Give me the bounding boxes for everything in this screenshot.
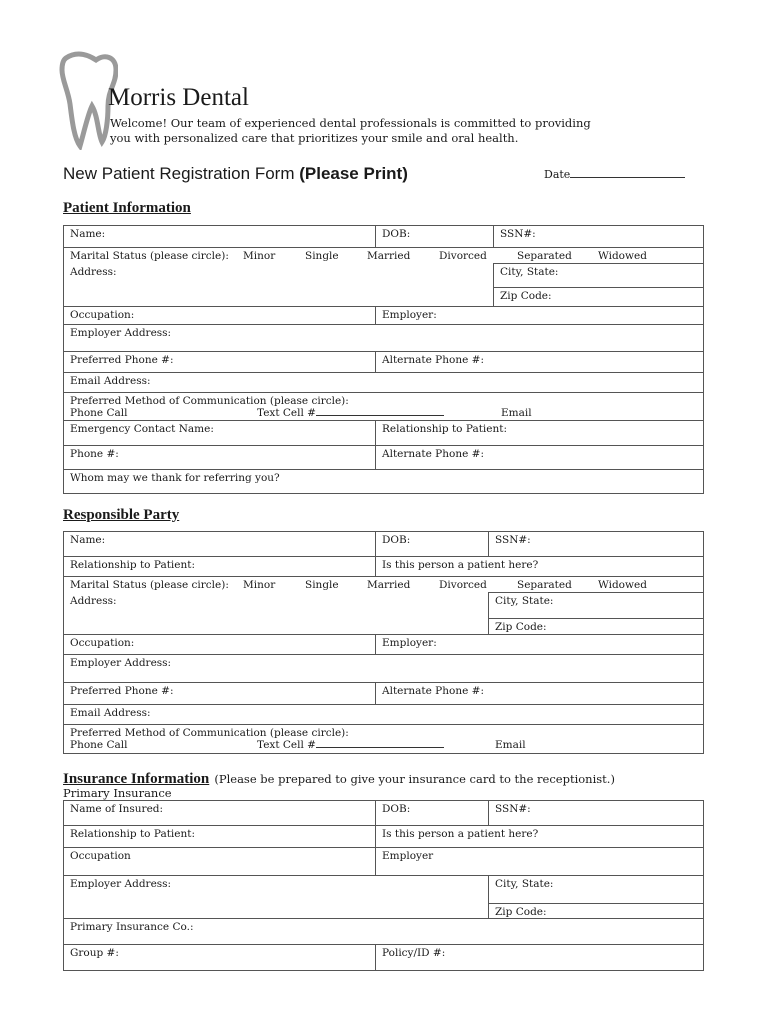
rp-employer-address-field[interactable]: Employer Address:	[64, 655, 704, 683]
patient-employer-address-field[interactable]: Employer Address:	[64, 325, 704, 352]
patient-emergency-contact-field[interactable]: Emergency Contact Name:	[64, 421, 376, 446]
insurance-heading: Insurance Information (Please be prepared to give your insurance card to the receptionist.)	[63, 771, 615, 787]
rp-relationship-field[interactable]: Relationship to Patient:	[64, 557, 376, 577]
patient-zip-field[interactable]: Zip Code:	[494, 288, 704, 307]
ins-dob-field[interactable]: DOB:	[376, 801, 489, 826]
patient-referral-field[interactable]: Whom may we thank for referring you?	[64, 470, 704, 494]
rp-name-field[interactable]: Name:	[64, 532, 376, 557]
rp-pref-phone-field[interactable]: Preferred Phone #:	[64, 683, 376, 705]
patient-alt-phone-field[interactable]: Alternate Phone #:	[376, 352, 704, 373]
rp-dob-field[interactable]: DOB:	[376, 532, 489, 557]
ins-ssn-field[interactable]: SSN#:	[489, 801, 704, 826]
rp-marital-row[interactable]: Marital Status (please circle): Minor Single Married Divorced Separated Widowed	[64, 577, 704, 593]
patient-alt-phone2-field[interactable]: Alternate Phone #:	[376, 446, 704, 470]
ins-relationship-field[interactable]: Relationship to Patient:	[64, 826, 376, 848]
ins-group-field[interactable]: Group #:	[64, 945, 376, 971]
welcome-text: Welcome! Our team of experienced dental professionals is committed to providing you with personalized care that prioritizes your smile and oral health.	[110, 116, 591, 145]
ins-employer-field[interactable]: Employer	[376, 848, 704, 876]
rp-email-field[interactable]: Email Address:	[64, 705, 704, 725]
patient-email-field[interactable]: Email Address:	[64, 373, 704, 393]
patient-phone-field[interactable]: Phone #:	[64, 446, 376, 470]
patient-ssn-field[interactable]: SSN#:	[494, 226, 704, 248]
patient-marital-row[interactable]: Marital Status (please circle): Minor Single Married Divorced Separated Widowed	[64, 248, 704, 264]
ins-policy-field[interactable]: Policy/ID #:	[376, 945, 704, 971]
responsible-party-heading: Responsible Party	[63, 507, 180, 523]
ins-insured-name-field[interactable]: Name of Insured:	[64, 801, 376, 826]
patient-address-field[interactable]: Address:	[64, 264, 494, 307]
patient-name-field[interactable]: Name:	[64, 226, 376, 248]
patient-employer-field[interactable]: Employer:	[376, 307, 704, 325]
insurance-table	[63, 800, 704, 971]
patient-pref-phone-field[interactable]: Preferred Phone #:	[64, 352, 376, 373]
ins-occupation-field[interactable]: Occupation	[64, 848, 376, 876]
rp-occupation-field[interactable]: Occupation:	[64, 635, 376, 655]
rp-ssn-field[interactable]: SSN#:	[489, 532, 704, 557]
responsible-party-table	[63, 531, 704, 754]
date-field[interactable]: Date	[544, 168, 685, 181]
patient-info-table	[63, 225, 704, 494]
rp-comm-method-row[interactable]: Preferred Method of Communication (please circle): Phone Call Text Cell # Email	[64, 725, 704, 754]
patient-dob-field[interactable]: DOB:	[376, 226, 494, 248]
patient-occupation-field[interactable]: Occupation:	[64, 307, 376, 325]
rp-employer-field[interactable]: Employer:	[376, 635, 704, 655]
patient-emergency-relationship-field[interactable]: Relationship to Patient:	[376, 421, 704, 446]
brand-name: Morris Dental	[108, 84, 249, 111]
form-title: New Patient Registration Form (Please Print)	[63, 164, 408, 183]
ins-zip-field[interactable]: Zip Code:	[489, 904, 704, 919]
ins-city-field[interactable]: City, State:	[489, 876, 704, 904]
primary-insurance-label: Primary Insurance	[63, 786, 172, 800]
rp-address-field[interactable]: Address:	[64, 593, 489, 635]
patient-city-field[interactable]: City, State:	[494, 264, 704, 288]
ins-employer-address-field[interactable]: Employer Address:	[64, 876, 489, 919]
ins-company-field[interactable]: Primary Insurance Co.:	[64, 919, 704, 945]
patient-info-heading: Patient Information	[63, 200, 191, 216]
patient-comm-method-row[interactable]: Preferred Method of Communication (please circle): Phone Call Text Cell # Email	[64, 393, 704, 421]
rp-alt-phone-field[interactable]: Alternate Phone #:	[376, 683, 704, 705]
ins-is-patient-field[interactable]: Is this person a patient here?	[376, 826, 704, 848]
rp-is-patient-field[interactable]: Is this person a patient here?	[376, 557, 704, 577]
rp-zip-field[interactable]: Zip Code:	[489, 619, 704, 635]
rp-city-field[interactable]: City, State:	[489, 593, 704, 619]
